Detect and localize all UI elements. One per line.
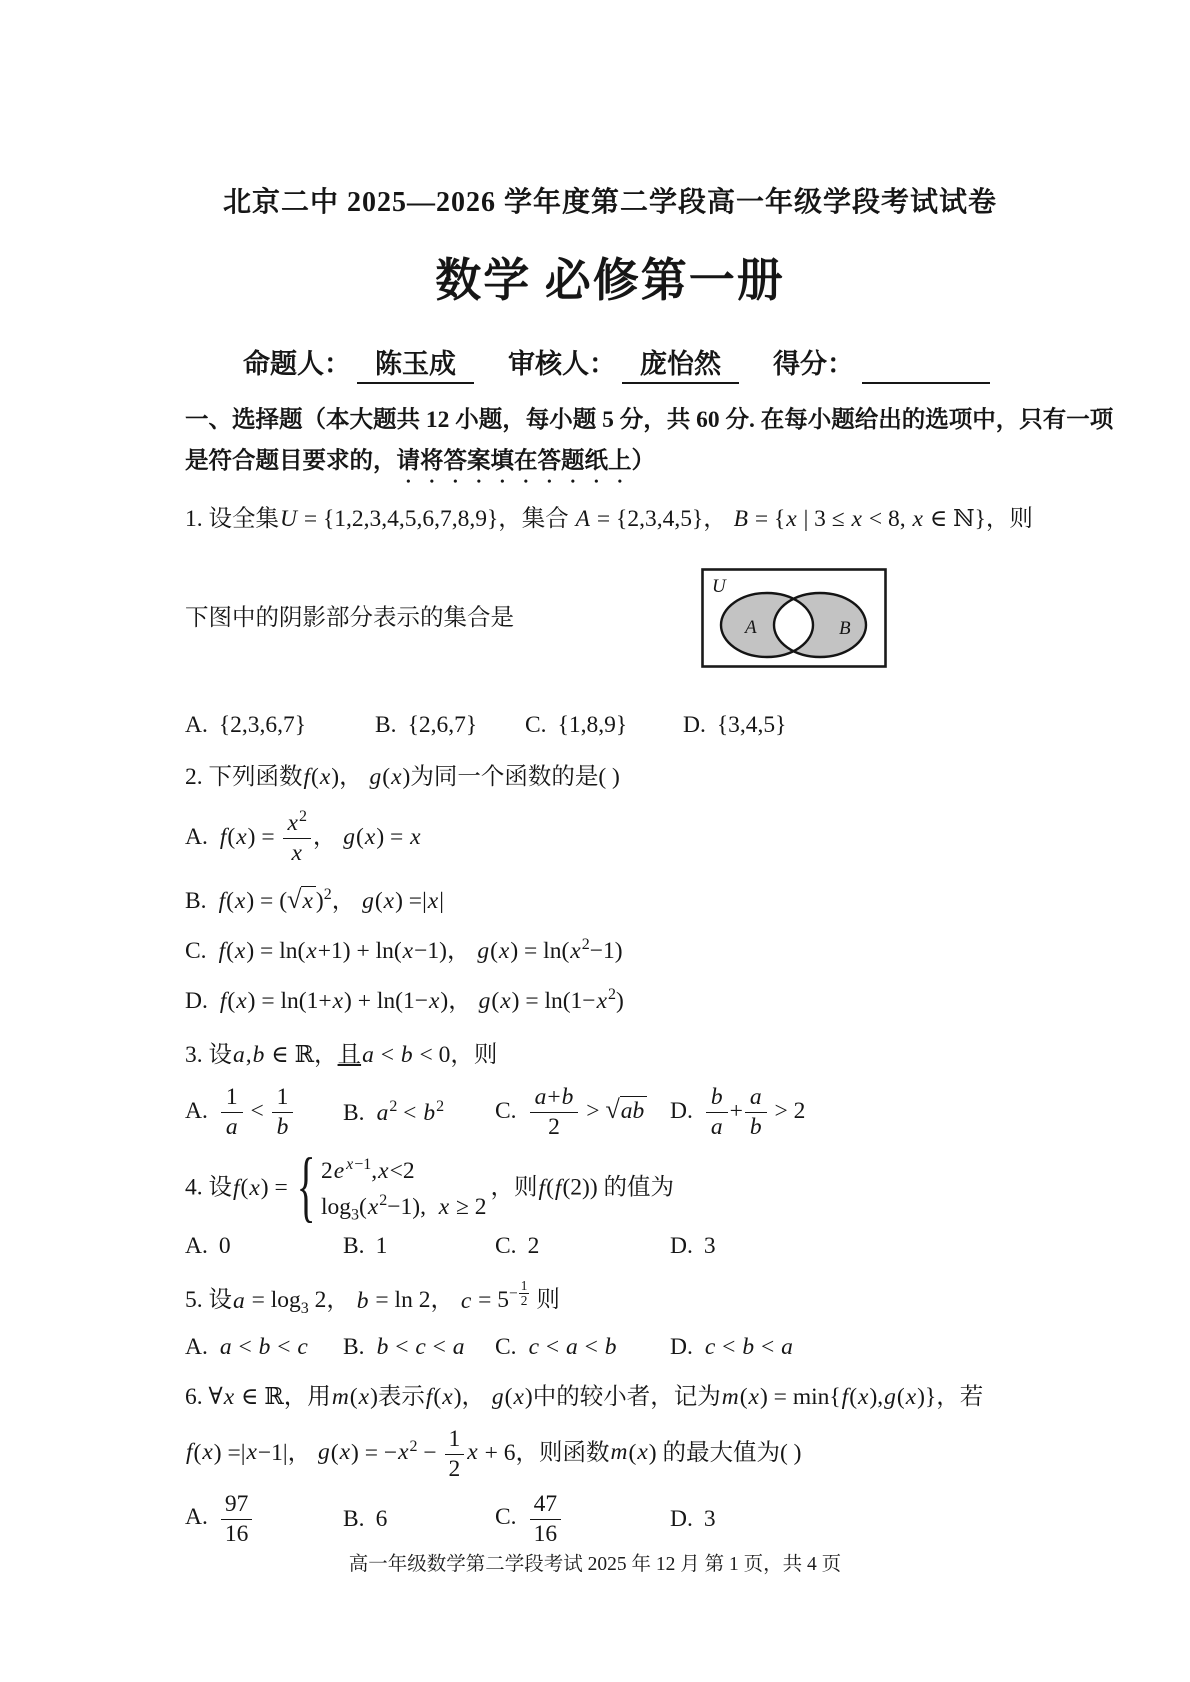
question-5 — [185, 1279, 1035, 1363]
score-label: 得分： — [773, 349, 854, 379]
question-6-options — [185, 1491, 1035, 1548]
venn-diagram — [701, 568, 887, 668]
question-1 — [185, 502, 1035, 742]
page-content — [185, 0, 1114, 1548]
option-c: C. $\frac{a+b}{2}$ > √ab — [495, 1084, 670, 1141]
question-5-stem: 5. 设$a = \log_3 2$， b = ln 2， $c = 5^{- \frac{1}{2}}$ 则 — [185, 1278, 560, 1318]
section-intro-line2: 是符合题目要求的，请将答案填在答题纸上） — [185, 448, 655, 474]
option-c: C. c < a < b — [495, 1333, 617, 1360]
exam-header-title: 北京二中 2025—2026 学年度第二学段高一年级学段考试试卷 — [222, 187, 997, 218]
question-6-stem: 6. ∀x ∈ ℝ，用m(x)表示f(x)， g(x)中的较小者，记为m(x) = min{f(x),g(x)}，若 — [185, 1383, 984, 1410]
question-1-figure-row — [185, 554, 1035, 682]
option-d: D. 3 — [670, 1233, 716, 1260]
option-c: C. f(x) = ln(x+1) + ln(x−1)， $g(x) = \ln(x^2-1)$ — [185, 936, 623, 965]
subject-title: 数学 必修第一册 — [435, 255, 785, 306]
option-b: B. b < c < a — [343, 1333, 465, 1360]
question-1-prompt: 下图中的阴影部分表示的集合是 — [185, 605, 514, 631]
option-b: B. 1 — [343, 1233, 388, 1260]
option-d: D. c < b < a — [670, 1333, 793, 1360]
question-4-options — [185, 1229, 1035, 1263]
option-a: A. $\frac{97}{16}$ — [185, 1491, 343, 1548]
question-2-stem: 2. 下列函数f(x)， g(x)为同一个函数的是( ) — [185, 764, 620, 790]
venn-universe-label: U — [712, 576, 726, 597]
option-a: A. {2,3,6,7} — [185, 712, 307, 738]
option-d: D. $\frac{b}{a}$ + $\frac{a}{b}$ > 2 — [670, 1084, 806, 1141]
option-b: B. 6 — [343, 1506, 388, 1533]
question-4 — [185, 1144, 1035, 1263]
exam-info-line — [243, 342, 1035, 384]
option-a: A. f(x) = $\frac{x^2}{x}$ ， g(x) = x — [185, 808, 421, 867]
question-3-stem: 3. 设a,b ∈ ℝ，且a < b < 0，则 — [185, 1042, 498, 1069]
option-b: B. f(x) = (√x )$^2$， g(x) =|x| — [185, 885, 444, 915]
setter-label: 命题人： — [243, 349, 351, 379]
option-b: B. $a^2 < b^2$ — [343, 1097, 445, 1126]
page-footer: 高一年级数学第二学段考试 2025 年 12 月 第 1 页，共 4 页 — [348, 1554, 842, 1575]
question-2 — [185, 760, 1035, 1018]
option-a: A. $\frac{1}{a}$ < $\frac{1}{b}$ — [185, 1084, 343, 1141]
option-b: B. {2,6,7} — [375, 712, 478, 738]
question-6-stem-line2: f(x) =|x−1|， $g(x) = -x^2$ − $\frac{1}{2}$ x + 6，则函数m(x) 的最大值为( ) — [186, 1425, 802, 1482]
question-1-stem: 1. 设全集U = {1,2,3,4,5,6,7,8,9}，集合 A = {2,3,4,5}， B = {x | 3 ≤ x < 8, x ∈ ℕ}，则 — [185, 506, 1033, 532]
option-c: C. 2 — [495, 1233, 540, 1260]
score-blank-line — [862, 355, 990, 384]
reviewer-name: 庞怡然 — [622, 342, 739, 384]
question-4-stem: 4. 设f(x) = { 2e $^{x-1}$,x<2 $\log_3(x^2-1)$, x ≥ 2 ，则f(f(2)) 的值为 — [185, 1144, 675, 1232]
setter-name: 陈玉成 — [357, 342, 474, 384]
option-d: D. 3 — [670, 1506, 716, 1533]
question-1-options — [185, 708, 1035, 742]
section-intro-line1: 一、选择题（本大题共 12 小题，每小题 5 分，共 60 分. 在每小题给出的选项中，只有一项 — [185, 407, 1114, 433]
question-5-options — [185, 1330, 1035, 1364]
option-d: D. f(x) = ln(1+x) + ln(1−x)， $g(x) = \ln(1-x^2)$ — [185, 986, 624, 1015]
option-a: A. a < b < c — [185, 1333, 308, 1360]
option-d: D. {3,4,5} — [683, 712, 787, 738]
venn-left-label: A — [745, 617, 757, 638]
question-6 — [185, 1380, 1035, 1548]
venn-right-label: B — [839, 618, 851, 639]
section-one-heading — [185, 400, 1114, 488]
reviewer-label: 审核人： — [508, 349, 616, 379]
question-3 — [185, 1038, 1035, 1141]
option-c: C. $\frac{47}{16}$ — [495, 1491, 670, 1548]
option-c: C. {1,8,9} — [525, 712, 628, 738]
question-3-options — [185, 1084, 1035, 1141]
option-a: A. 0 — [185, 1233, 231, 1260]
